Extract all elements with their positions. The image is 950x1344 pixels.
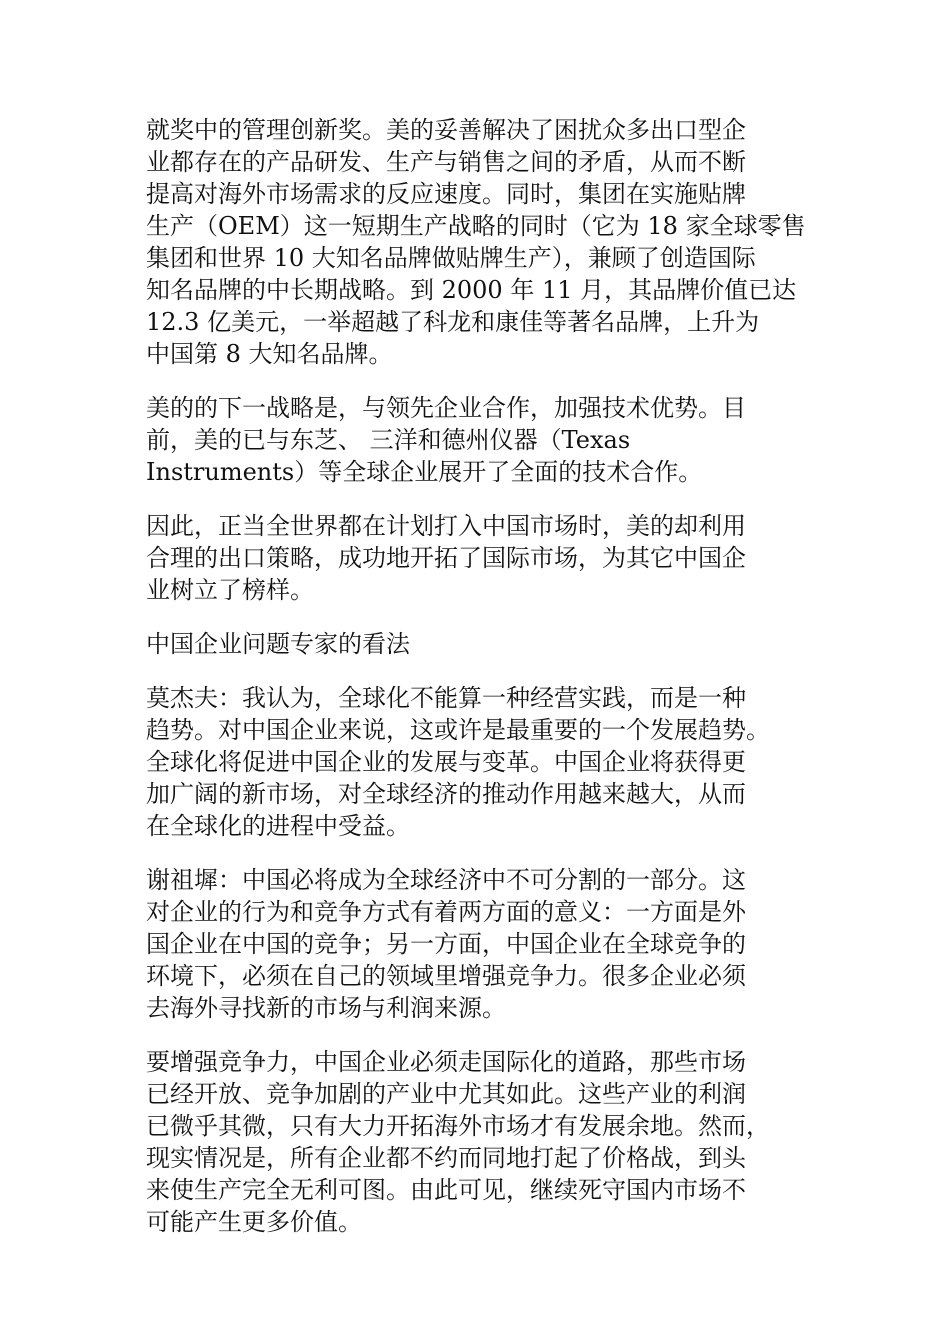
text-line: 业都存在的产品研发、生产与销售之间的矛盾，从而不断 [146, 148, 746, 176]
text-line: 谢祖墀：中国必将成为全球经济中不可分割的一部分。这 [146, 866, 746, 894]
paragraph-midea-strategy [146, 392, 816, 488]
text-line: 环境下，必须在自己的领域里增强竞争力。很多企业必须 [146, 962, 746, 990]
text-line: 合理的出口策略，成功地开拓了国际市场，为其它中国企 [146, 544, 746, 572]
paragraph-expert-xie [146, 864, 816, 1024]
text-line: 去海外寻找新的市场与利润来源。 [146, 994, 506, 1022]
text-line: 对企业的行为和竞争方式有着两方面的意义：一方面是外 [146, 898, 746, 926]
text-line: 可能产生更多价值。 [146, 1208, 362, 1236]
text-line: 趋势。对中国企业来说，这或许是最重要的一个发展趋势。 [146, 716, 770, 744]
section-heading [146, 628, 816, 660]
text-line: 国企业在中国的竞争；另一方面，中国企业在全球竞争的 [146, 930, 746, 958]
paragraph-midea-brand [146, 114, 816, 370]
text-line: 就奖中的管理创新奖。美的妥善解决了困扰众多出口型企 [146, 116, 746, 144]
text-line: 美的的下一战略是，与领先企业合作，加强技术优势。目 [146, 394, 746, 422]
text-line: 提高对海外市场需求的反应速度。同时，集团在实施贴牌 [146, 180, 746, 208]
text-line: 莫杰夫：我认为，全球化不能算一种经营实践，而是一种 [146, 684, 746, 712]
text-line: 已微乎其微，只有大力开拓海外市场才有发展余地。然而， [146, 1112, 770, 1140]
text-line: 生产（OEM）这一短期生产战略的同时（它为 18 家全球零售 [146, 212, 806, 240]
text-line: 12.3 亿美元，一举超越了科龙和康佳等著名品牌，上升为 [146, 308, 760, 336]
text-line: 要增强竞争力，中国企业必须走国际化的道路，那些市场 [146, 1048, 746, 1076]
text-line: 业树立了榜样。 [146, 576, 314, 604]
text-line: 来使生产完全无利可图。由此可见，继续死守国内市场不 [146, 1176, 746, 1204]
text-line: 已经开放、竞争加剧的产业中尤其如此。这些产业的利润 [146, 1080, 746, 1108]
text-line: 集团和世界 10 大知名品牌做贴牌生产），兼顾了创造国际 [146, 244, 756, 272]
text-line: Instruments）等全球企业展开了全面的技术合作。 [146, 458, 703, 486]
text-line: 在全球化的进程中受益。 [146, 812, 410, 840]
text-line: 现实情况是，所有企业都不约而同地打起了价格战，到头 [146, 1144, 746, 1172]
text-line: 全球化将促进中国企业的发展与变革。中国企业将获得更 [146, 748, 746, 776]
text-line: 中国第 8 大知名品牌。 [146, 340, 393, 368]
heading-text: 中国企业问题专家的看法 [146, 630, 410, 658]
paragraph-competitiveness [146, 1046, 816, 1238]
text-line: 知名品牌的中长期战略。到 2000 年 11 月，其品牌价值已达 [146, 276, 797, 304]
paragraph-expert-mo [146, 682, 816, 842]
text-line: 前，美的已与东芝、 三洋和德州仪器（Texas [146, 426, 631, 454]
text-line: 加广阔的新市场，对全球经济的推动作用越来越大，从而 [146, 780, 746, 808]
text-line: 因此，正当全世界都在计划打入中国市场时，美的却利用 [146, 512, 746, 540]
document-page [146, 114, 816, 1260]
paragraph-conclusion [146, 510, 816, 606]
